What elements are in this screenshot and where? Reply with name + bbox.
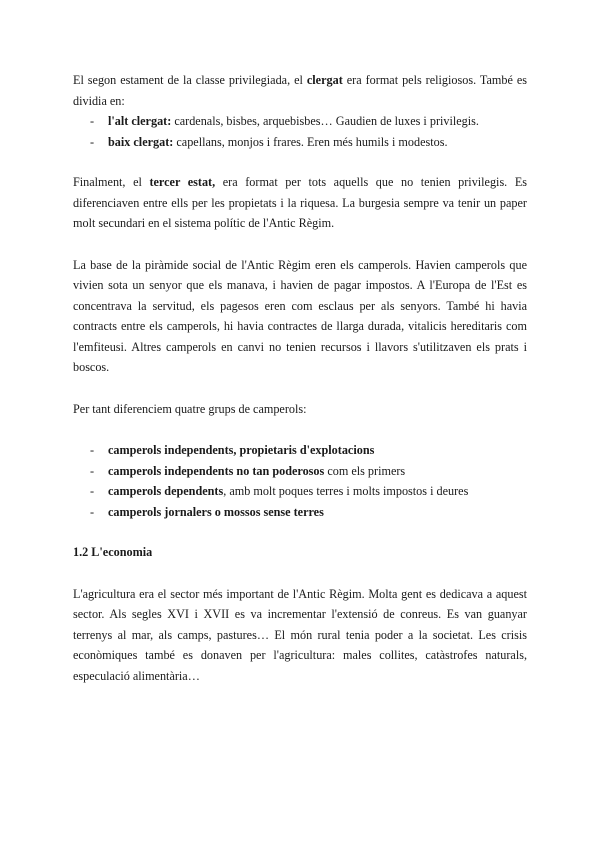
- spacer: [73, 563, 527, 584]
- list-item-term: camperols independents no tan poderosos: [108, 463, 325, 478]
- dash-bullet: -: [90, 134, 95, 149]
- spacer: [73, 152, 527, 172]
- list-item-term: camperols dependents: [108, 484, 224, 498]
- list-item-text: cardenals, bisbes, arquebisbes… Gaudien de luxes i privilegis.: [171, 114, 479, 128]
- peasant-groups-list: [73, 440, 527, 522]
- list-item-term: camperols independents, propietaris d'explotacions: [108, 443, 375, 457]
- list-item-text: capellans, monjos i frares. Eren més humils i modestos.: [173, 134, 448, 149]
- dash-bullet: -: [90, 504, 95, 519]
- paragraph-text: era format per tots aquells que no tenien privilegis. Es diferenciaven entre ells per les propietats i la riquesa. La burgesia sempre va tenir un paper molt secundari en el sistema polític de l'Antic Règim.: [73, 175, 528, 230]
- paragraph-clergy-intro: [73, 70, 527, 111]
- spacer: [73, 234, 527, 255]
- list-item-term: baix clergat:: [108, 134, 174, 149]
- paragraph-text: Finalment, el: [73, 175, 150, 189]
- dash-bullet: -: [90, 463, 95, 478]
- list-item-text: , amb molt poques terres i molts impostos i deures: [223, 484, 469, 498]
- dash-bullet: -: [90, 443, 95, 457]
- paragraph-text: era format pels religiosos. També es dividia en:: [73, 73, 528, 108]
- bold-term-tercer-estat: tercer estat,: [149, 175, 216, 189]
- list-item-term: camperols jornalers o mossos sense terres: [108, 504, 324, 519]
- list-item: [73, 502, 527, 523]
- list-item: [73, 111, 527, 132]
- paragraph-groups-intro: Per tant diferenciem quatre grups de camperols:: [73, 401, 307, 416]
- spacer: [73, 378, 527, 399]
- list-item: [73, 481, 527, 502]
- list-item: [73, 440, 527, 461]
- paragraph-text: El segon estament de la classe privilegiada, el: [73, 73, 307, 87]
- document-page: [73, 70, 527, 686]
- list-item-term: l'alt clergat:: [108, 114, 172, 128]
- list-item: [73, 132, 527, 153]
- list-item-text: com els primers: [324, 463, 406, 478]
- list-item: [73, 461, 527, 482]
- dash-bullet: -: [90, 484, 95, 498]
- paragraph-economy: L'agricultura era el sector més important de l'Antic Règim. Molta gent es dedicava a aquest sector. Als segles XVI i XVII es va incrementar l'extensió de conreus. Es van guanyar terrenys al mar, als camps, pastures… El món rural tenia poder a la societat. Les crisis econòmiques també es donaven per l'agricultura: males collites, catàstrofes naturals, especulació alimentària…: [73, 586, 527, 683]
- clergy-list: [73, 111, 527, 152]
- dash-bullet: -: [90, 114, 95, 128]
- paragraph-peasants: La base de la piràmide social de l'Antic Règim eren els camperols. Havien camperols que vivien sota un senyor que els manava, i havien de pagar impostos. A l'Europa de l'Est es concentrava la servitud, els pagesos eren com esclaus per als senyors. També hi havia contracts entre els camperols, hi havia contractes de llarga durada, vitalicis hereditaris com l'emfiteusi. Altres camperols en canvi no tenien recursos i llavors s'utilitzaven els prats i boscos.: [73, 257, 527, 374]
- spacer: [73, 522, 527, 542]
- section-heading: 1.2 L'economia: [73, 545, 153, 559]
- bold-term-clergat: clergat: [306, 73, 343, 87]
- spacer: [73, 419, 527, 440]
- paragraph-third-estate: [73, 172, 527, 234]
